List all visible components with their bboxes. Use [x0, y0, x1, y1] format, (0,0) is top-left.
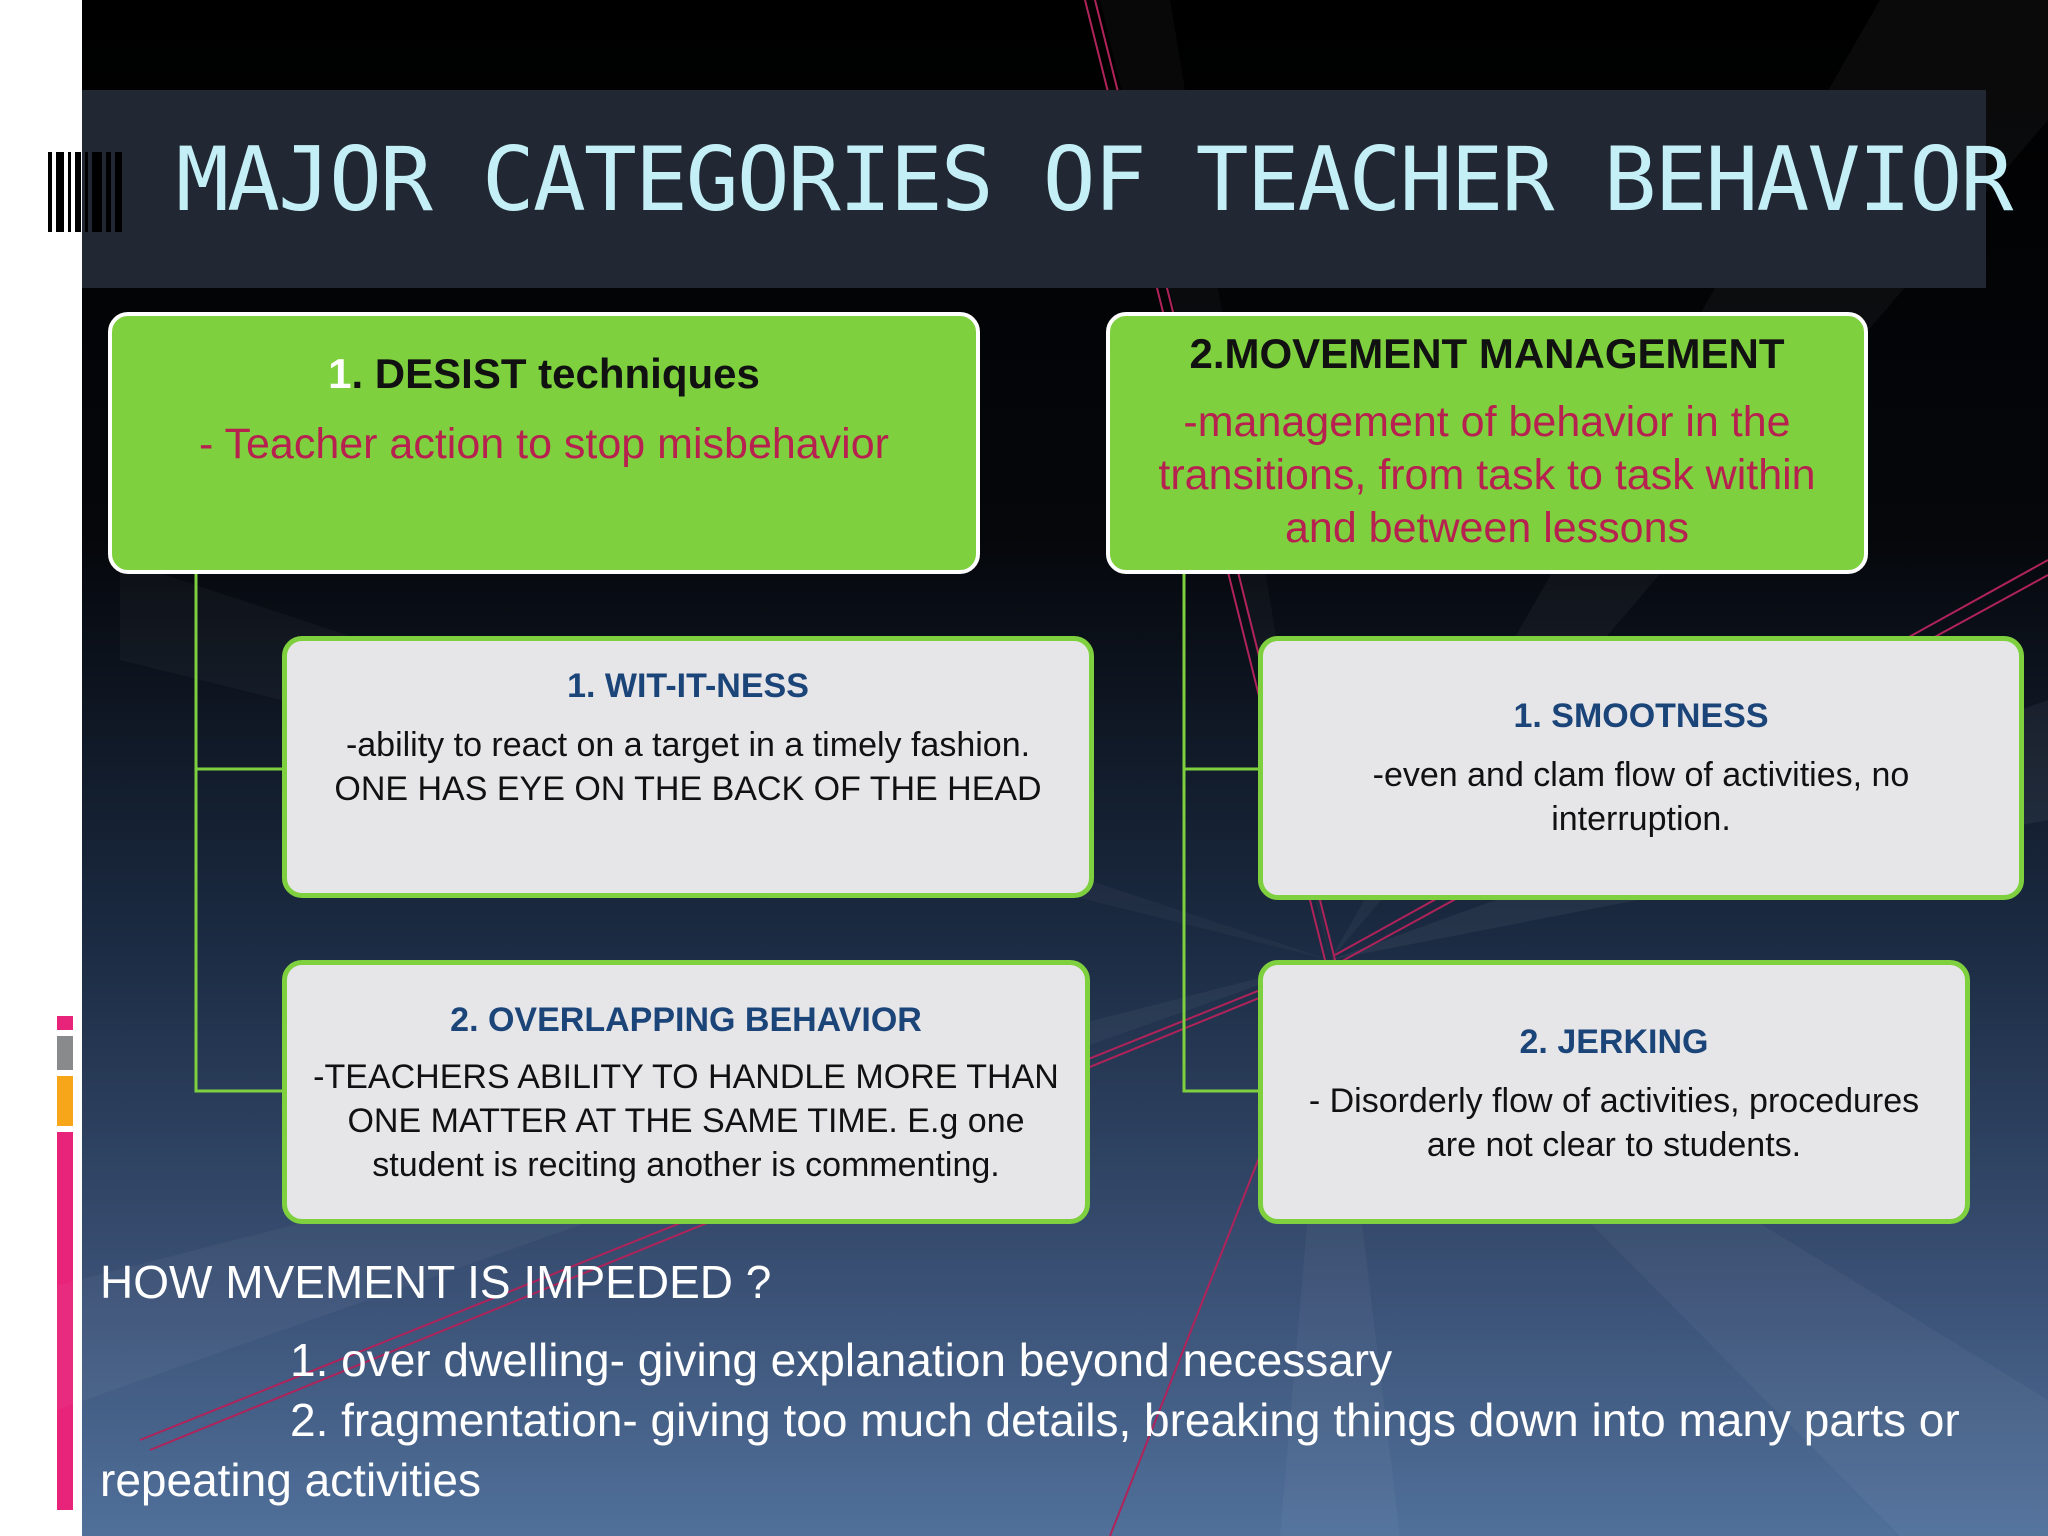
desist-description: - Teacher action to stop misbehavior — [199, 420, 889, 468]
footer-point-1: 1. over dwelling- giving explanation beyond necessary — [290, 1334, 1393, 1386]
slide-title: MAJOR CATEGORIES OF TEACHER BEHAVIOR — [176, 128, 2012, 231]
footer-question: HOW MVEMENT IS IMPEDED ? — [100, 1256, 772, 1308]
movement-heading: 2.MOVEMENT MANAGEMENT — [1189, 330, 1785, 377]
wit-it-ness-box — [282, 636, 1094, 898]
overlapping-heading: 2. OVERLAPPING BEHAVIOR — [450, 1001, 922, 1039]
footer-point-2: 2. fragmentation- giving too much details, breaking things down into many parts or repeating activities — [100, 1394, 1960, 1506]
desist-techniques-box — [108, 312, 980, 574]
overlapping-description: -TEACHERS ABILITY TO HANDLE MORE THAN ONE MATTER AT THE SAME TIME. E.g one student is reciting another is commenting. — [313, 1058, 1059, 1184]
jerking-box — [1258, 960, 1970, 1224]
jerking-description: - Disorderly flow of activities, procedures are not clear to students. — [1308, 1082, 1920, 1164]
desist-number: 1 — [328, 350, 352, 397]
movement-management-box — [1106, 312, 1868, 574]
smootness-description: -even and clam flow of activities, no interruption. — [1372, 756, 1910, 838]
barcode-icon — [48, 152, 122, 232]
smootness-heading: 1. SMOOTNESS — [1513, 697, 1769, 735]
movement-description: -management of behavior in the transitions, from task to task within and between lessons — [1158, 398, 1816, 552]
desist-heading — [112, 348, 976, 400]
desist-heading-text: . DESIST techniques — [351, 350, 760, 397]
overlapping-behavior-box — [282, 960, 1090, 1224]
wit-it-ness-heading: 1. WIT-IT-NESS — [567, 667, 809, 705]
jerking-heading: 2. JERKING — [1519, 1023, 1709, 1061]
footer-notes — [100, 1252, 2020, 1510]
smootness-box — [1258, 636, 2024, 900]
wit-it-ness-description: -ability to react on a target in a timely fashion. ONE HAS EYE ON THE BACK OF THE HEAD — [334, 726, 1042, 808]
